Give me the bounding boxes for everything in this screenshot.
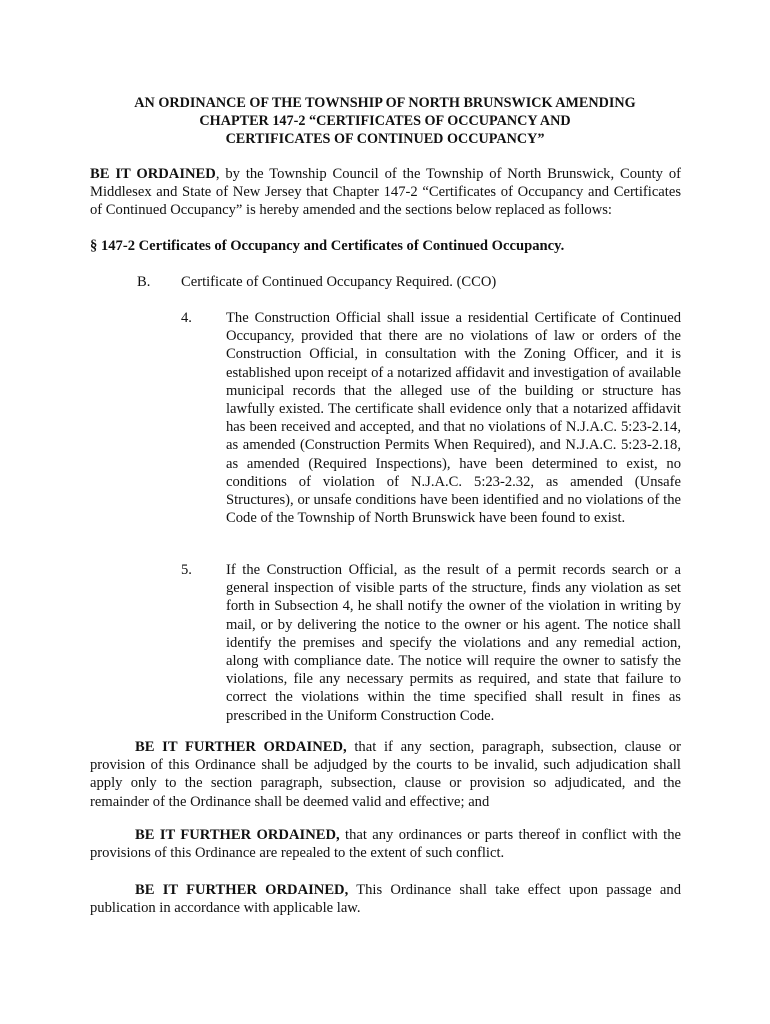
subsection-letter: B. — [137, 274, 151, 290]
item-number: 5. — [181, 562, 192, 578]
further-text: that any ordinances or parts thereof in conflict with the provisions of this Ordinance are repealed to the extent of such conflict. — [90, 827, 681, 862]
section-heading: § 147-2 Certificates of Occupancy and Certificates of Continued Occupancy. — [90, 238, 565, 254]
further-lead: BE IT FURTHER ORDAINED, — [135, 882, 349, 898]
intro-text: , by the Township Council of the Township of North Brunswick, County of Middlesex and State of New Jersey that Chapter 147-2 “Certificates of Occupancy and Certificates of Continued Occupancy” is hereby amended and the sections below replaced as follows: — [90, 166, 681, 219]
further-lead: BE IT FURTHER ORDAINED, — [135, 827, 340, 843]
item-text: If the Construction Official, as the result of a permit records search or a general inspection of visible parts of the structure, finds any violation as set forth in Subsection 4, he shall notify the owner of the violation in writing by mail, or by delivering the notice to the owner or his agent. The notice shall identify the premises and specify the violations and any remedial action, along with compliance date. The notice will require the owner to satisfy the violations, file any necessary permits as required, and state that failure to correct the violations within the time specified shall result in fines as prescribed in the Uniform Construction Code. — [226, 562, 681, 724]
further-ordained-paragraph-3 — [90, 881, 681, 917]
intro-lead: BE IT ORDAINED — [90, 166, 216, 182]
intro-paragraph — [90, 165, 681, 220]
ordinance-title — [90, 94, 680, 149]
further-lead: BE IT FURTHER ORDAINED, — [135, 739, 347, 755]
subsection-title: Certificate of Continued Occupancy Required. (CCO) — [181, 274, 497, 290]
title-line-3: CERTIFICATES OF CONTINUED OCCUPANCY” — [225, 131, 545, 148]
item-number: 4. — [181, 310, 192, 326]
title-line-1: AN ORDINANCE OF THE TOWNSHIP OF NORTH BRUNSWICK AMENDING — [134, 95, 636, 111]
item-text: The Construction Official shall issue a residential Certificate of Continued Occupancy, provided that there are no violations of law or orders of the Construction Official, in consultation with the Zoning Officer, and it is established upon receipt of a notarized affidavit and investigation of available municipal records that the alleged use of the building or structure has lawfully existed. The certificate shall evidence only that a notarized affidavit has been received and accepted, and that no violations of N.J.A.C. 5:23-2.14, as amended (Construction Permits When Required), and N.J.A.C. 5:23-2.18, as amended (Required Inspections), have been determined to exist, no conditions of violation of N.J.A.C. 5:23-2.32, as amended (Unsafe Structures), or unsafe conditions have been identified and no violations of the Code of the Township of North Brunswick have been found to exist. — [226, 310, 681, 527]
title-line-2: CHAPTER 147-2 “CERTIFICATES OF OCCUPANCY AND — [199, 113, 571, 130]
further-text: that if any section, paragraph, subsection, clause or provision of this Ordinance shall be adjudged by the courts to be invalid, such adjudication shall apply only to the section paragraph, subsection, clause or provision so adjudicated, and the remainder of the Ordinance shall be deemed valid and effective; and — [90, 739, 681, 810]
further-text: This Ordinance shall take effect upon passage and publication in accordance with applicable law. — [90, 882, 681, 917]
further-ordained-paragraph-1 — [90, 738, 681, 811]
further-ordained-paragraph-2 — [90, 826, 681, 862]
